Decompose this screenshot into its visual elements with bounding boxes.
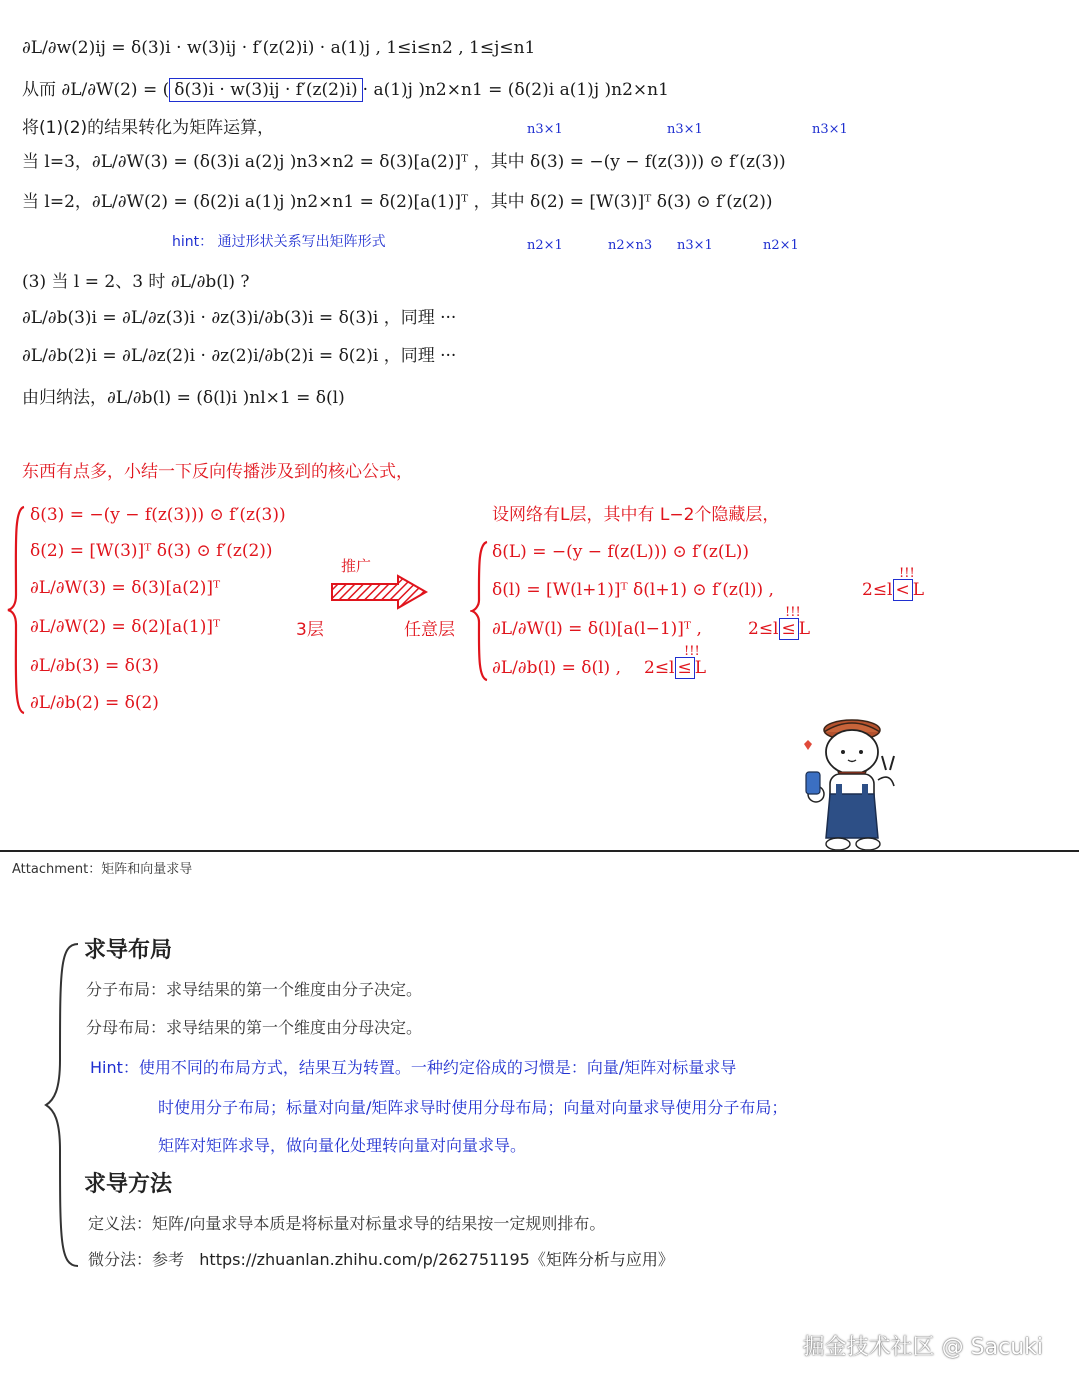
eq-boxed-term: δ(3)i · w(3)ij · f′(z(2)i): [169, 78, 362, 102]
emphasis-mark: !!!: [899, 566, 915, 581]
layout-heading: 求导布局: [84, 938, 173, 963]
eq-dl-dW2-matrix: [22, 80, 669, 100]
heart-icon: [804, 740, 812, 750]
hint-line-1: Hint：使用不同的布局方式，结果互为转置。一种约定俗成的习惯是：向量/矩阵对标量求导: [90, 1058, 737, 1077]
emphasis-mark: !!!: [684, 644, 700, 659]
dim-label: n3×1: [667, 122, 703, 137]
dim-label: n3×1: [812, 122, 848, 137]
numerator-layout: 分子布局：求导结果的第一个维度由分子决定。: [86, 980, 423, 999]
range-pre: 2≤l: [862, 580, 893, 600]
general-heading: 设网络有L层，其中有 L−2个隐藏层，: [492, 505, 780, 525]
denominator-layout: 分母布局：求导结果的第一个维度由分母决定。: [86, 1018, 423, 1037]
transition-text: 将(1)(2)的结果转化为矩阵运算，: [22, 118, 275, 138]
left-brace-icon: [6, 505, 28, 715]
summary-delta2: δ(2) = [W(3)]ᵀ δ(3) ⊙ f′(z(2)): [30, 541, 273, 561]
differential-prefix: 微分法：参考: [88, 1250, 185, 1269]
general-dW: ∂L/∂W(l) = δ(l)[a(l−1)]ᵀ ,: [492, 619, 702, 639]
hint-line-3: 矩阵对矩阵求导，做向量化处理转向量对向量求导。: [158, 1136, 527, 1155]
hint-shape: hint： 通过形状关系写出矩阵形式: [172, 234, 386, 250]
eq-db2: ∂L/∂b(2)i = ∂L/∂z(2)i · ∂z(2)i/∂b(2)i = δ(2)i ，同理 ···: [22, 346, 457, 366]
dim-label: n3×1: [677, 238, 713, 253]
arrow-right-icon: [330, 574, 430, 610]
range-post: L: [912, 580, 925, 600]
dim-label: n2×1: [763, 238, 799, 253]
eq-induction: 由归纳法，∂L/∂b(l) = (δ(l)i )nl×1 = δ(l): [22, 388, 345, 408]
summary-heading: 东西有点多，小结一下反向传播涉及到的核心公式，: [22, 462, 413, 482]
range-box: ≤: [779, 618, 799, 640]
summary-db2: ∂L/∂b(2) = δ(2): [30, 693, 159, 713]
question-3: (3) 当 l = 2、3 时 ∂L/∂b(l) ?: [22, 272, 250, 292]
watermark: 掘金技术社区 @ Sacuki: [802, 1335, 1043, 1360]
dim-label: n2×n3: [608, 238, 653, 253]
divider-line: [0, 850, 1079, 852]
summary-dW3: ∂L/∂W(3) = δ(3)[a(2)]ᵀ: [30, 578, 221, 598]
summary-delta3: δ(3) = −(y − f(z(3))) ⊙ f′(z(3)): [30, 505, 286, 525]
reference-link[interactable]: https://zhuanlan.zhihu.com/p/262751195: [199, 1250, 530, 1269]
range-box: ≤: [675, 657, 695, 679]
range-pre: 2≤l: [748, 619, 779, 639]
range-dW: [748, 619, 810, 639]
hint-line-2: 时使用分子布局；标量对向量/矩阵求导时使用分母布局；向量对向量求导使用分子布局；: [158, 1098, 788, 1117]
range-post: L: [694, 658, 707, 678]
general-delta-l: δ(l) = [W(l+1)]ᵀ δ(l+1) ⊙ f′(z(l)) ,: [492, 580, 774, 600]
arrow-label: 推广: [341, 557, 372, 575]
reference-book: 《矩阵分析与应用》: [529, 1250, 674, 1269]
range-post: L: [798, 619, 811, 639]
three-layer-tag: 3层: [296, 620, 324, 640]
range-box: <: [893, 579, 913, 601]
section-brace-icon: [42, 940, 82, 1270]
any-layer-tag: 任意层: [404, 620, 455, 640]
eq-db3: ∂L/∂b(3)i = ∂L/∂z(3)i · ∂z(3)i/∂b(3)i = δ(3)i ，同理 ···: [22, 308, 457, 328]
dim-label: n3×1: [527, 122, 563, 137]
general-db: ∂L/∂b(l) = δ(l) ,: [492, 658, 621, 678]
right-brace-icon: [470, 540, 490, 682]
method-heading: 求导方法: [84, 1172, 173, 1197]
eq-layer2: 当 l=2，∂L/∂W(2) = (δ(2)i a(1)j )n2×n1 = δ(2)[a(1)]ᵀ ，其中 δ(2) = [W(3)]ᵀ δ(3) ⊙ f′(z(2)): [22, 192, 773, 212]
eq-prefix: 从而 ∂L/∂W(2) = (: [22, 80, 170, 100]
summary-dW2: ∂L/∂W(2) = δ(2)[a(1)]ᵀ: [30, 617, 221, 637]
definition-method: 定义法：矩阵/向量求导本质是将标量对标量求导的结果按一定规则排布。: [88, 1214, 606, 1233]
range-delta: [862, 580, 924, 600]
emphasis-mark: !!!: [785, 605, 801, 620]
cat-mascot-illustration: [790, 710, 910, 852]
general-deltaL: δ(L) = −(y − f(z(L))) ⊙ f′(z(L)): [492, 542, 750, 562]
eq-dl-dw2ij: ∂L/∂w(2)ij = δ(3)i · w(3)ij · f′(z(2)i) · a(1)j , 1≤i≤n2 , 1≤j≤n1: [22, 38, 536, 58]
attachment-label: Attachment：矩阵和向量求导: [12, 862, 193, 877]
eq-layer3: 当 l=3，∂L/∂W(3) = (δ(3)i a(2)j )n3×n2 = δ(3)[a(2)]ᵀ ，其中 δ(3) = −(y − f(z(3))) ⊙ f′(z(3)): [22, 152, 786, 172]
summary-db3: ∂L/∂b(3) = δ(3): [30, 656, 159, 676]
differential-method: [88, 1250, 674, 1270]
dim-label: n2×1: [527, 238, 563, 253]
eq-suffix: · a(1)j )n2×n1 = (δ(2)i a(1)j )n2×n1: [362, 80, 669, 100]
range-pre: 2≤l: [644, 658, 675, 678]
range-db: [644, 658, 706, 678]
